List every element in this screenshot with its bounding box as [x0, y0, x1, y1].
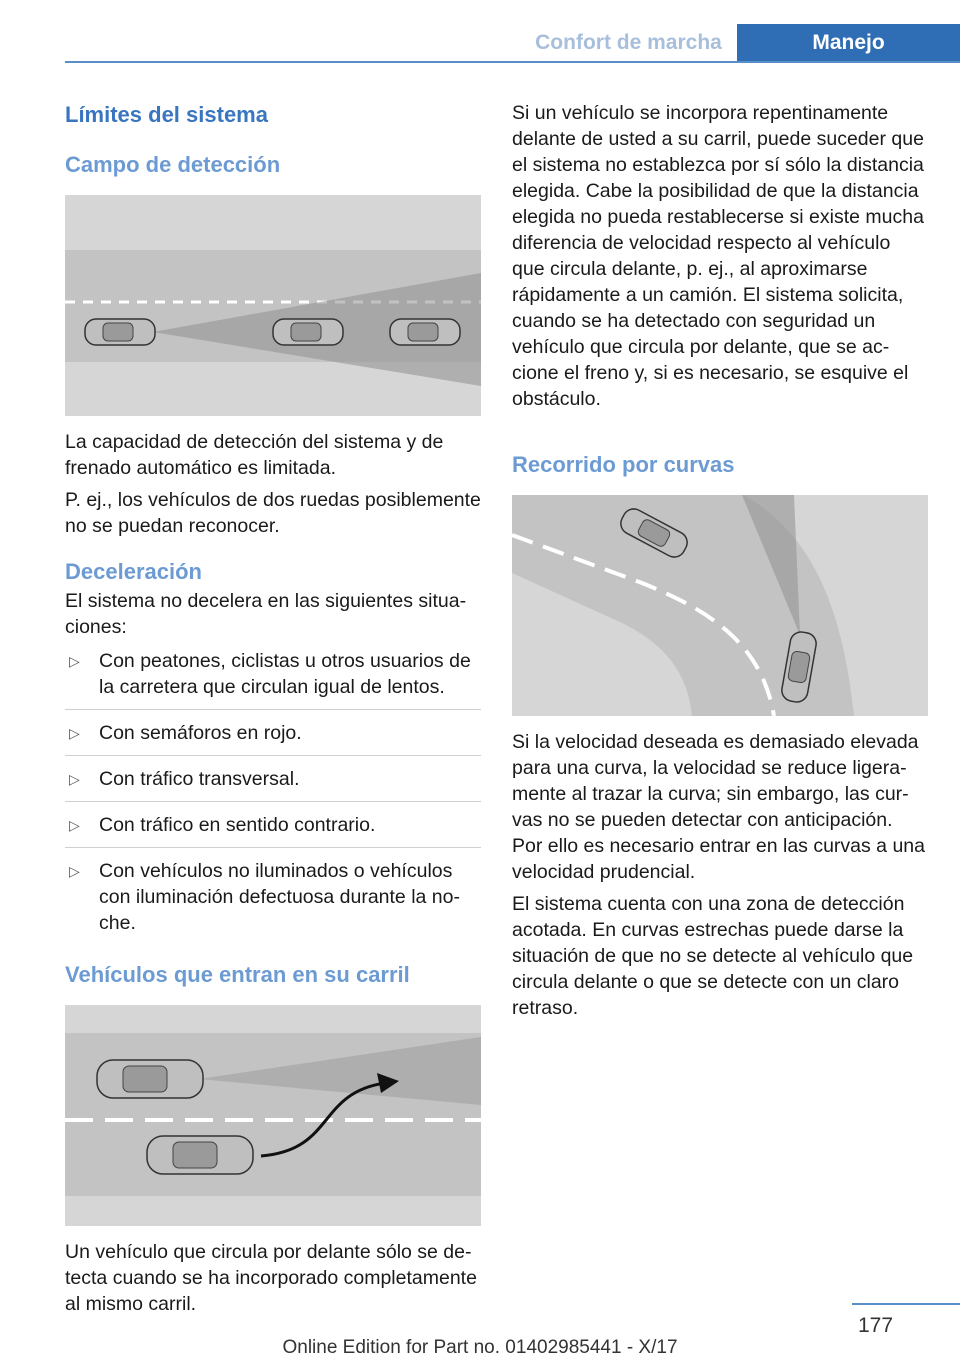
- figure-detection-field: [65, 195, 481, 416]
- car-ahead-1: [273, 319, 343, 345]
- tab-confort-de-marcha[interactable]: Confort de marcha: [535, 31, 722, 54]
- triangle-right-icon: ▷: [69, 771, 80, 787]
- triangle-right-icon: ▷: [69, 725, 80, 741]
- paragraph: La capacidad de detección del sistema y de frenado automático es limitada.: [65, 431, 444, 479]
- subheading-vehiculos-carril: Vehículos que entran en su carril: [65, 962, 410, 987]
- list-item: [65, 766, 481, 792]
- list-item-text: Con peatones, ciclistas u otros usuarios de la carretera que circulan igual de lentos.: [99, 650, 471, 698]
- paragraph: P. ej., los vehículos de dos ruedas posiblemente no se puedan reconocer.: [65, 489, 481, 537]
- figure-vehicle-cut-in: [65, 1005, 481, 1226]
- cut-in-illustration: [65, 1005, 481, 1226]
- figure-curves: [512, 495, 928, 716]
- car-ahead-2: [390, 319, 460, 345]
- list-item: [65, 858, 481, 936]
- bullet-list: [65, 648, 481, 936]
- subheading-recorrido-curvas: Recorrido por curvas: [512, 452, 735, 477]
- triangle-right-icon: ▷: [69, 653, 80, 669]
- divider: [65, 755, 481, 756]
- footer-rule: [852, 1303, 960, 1305]
- list-item-text: Con vehículos no iluminados o vehículos con iluminación defectuosa durante la noche.: [99, 860, 460, 934]
- list-item-text: Con tráfico en sentido contrario.: [99, 814, 376, 836]
- curve-illustration: [512, 495, 928, 716]
- subheading-deceleracion: Deceleración: [65, 559, 202, 584]
- left-column: [65, 100, 481, 1317]
- subheading-campo-deteccion: Campo de detección: [65, 152, 281, 177]
- list-item: [65, 812, 481, 838]
- header-rule: [65, 61, 960, 63]
- paragraph: El sistema cuenta con una zona de detección acotada. En curvas estrechas puede darse la situación de que no se detecte al vehículo que circula delante o que se detecte con un claro retraso.: [512, 893, 914, 1019]
- footer-edition: Online Edition for Part no. 01402985441 - X/17: [282, 1337, 678, 1358]
- paragraph: El sistema no decelera en las siguientes situaciones:: [65, 590, 467, 638]
- divider: [65, 847, 481, 848]
- triangle-right-icon: ▷: [69, 817, 80, 833]
- paragraph: Si un vehículo se incorpora repentinamente delante de usted a su carril, puede suceder que el sistema no establezca por sí sólo la distancia elegida. Cabe la posibilidad de que la distancia elegida no pueda restablecerse si existe mucha diferencia de velocidad respecto al vehículo que circula delante, p. ej., al aproximarse rápidamente a un camión. El sistema solicita, cuando se ha detectado con seguridad un vehículo que circula por delante, que se accione el freno y, si es necesario, se esquive el obstáculo.: [512, 102, 924, 410]
- car-own: [85, 319, 155, 345]
- list-item-text: Con tráfico transversal.: [99, 768, 300, 790]
- car-own: [97, 1060, 203, 1098]
- detection-field-illustration: [65, 195, 481, 416]
- list-item: [65, 648, 481, 700]
- divider: [65, 709, 481, 710]
- paragraph: Un vehículo que circula por delante sólo se detecta cuando se ha incorporado completamente al mismo carril.: [65, 1241, 477, 1315]
- right-column: [512, 100, 928, 1021]
- list-item-text: Con semáforos en rojo.: [99, 722, 302, 744]
- tab-manejo[interactable]: Manejo: [737, 24, 960, 61]
- divider: [65, 801, 481, 802]
- list-item: [65, 720, 481, 746]
- triangle-right-icon: ▷: [69, 863, 80, 879]
- car-merging: [147, 1136, 253, 1174]
- page-number: 177: [858, 1314, 894, 1337]
- paragraph: Si la velocidad deseada es demasiado elevada para una curva, la velocidad se reduce ligeramente al trazar la curva; sin embargo, las curvas no se pueden detectar con anticipación. Por ello es necesario entrar en las curvas a una velocidad prudencial.: [512, 731, 925, 883]
- section-title: Límites del sistema: [65, 102, 268, 127]
